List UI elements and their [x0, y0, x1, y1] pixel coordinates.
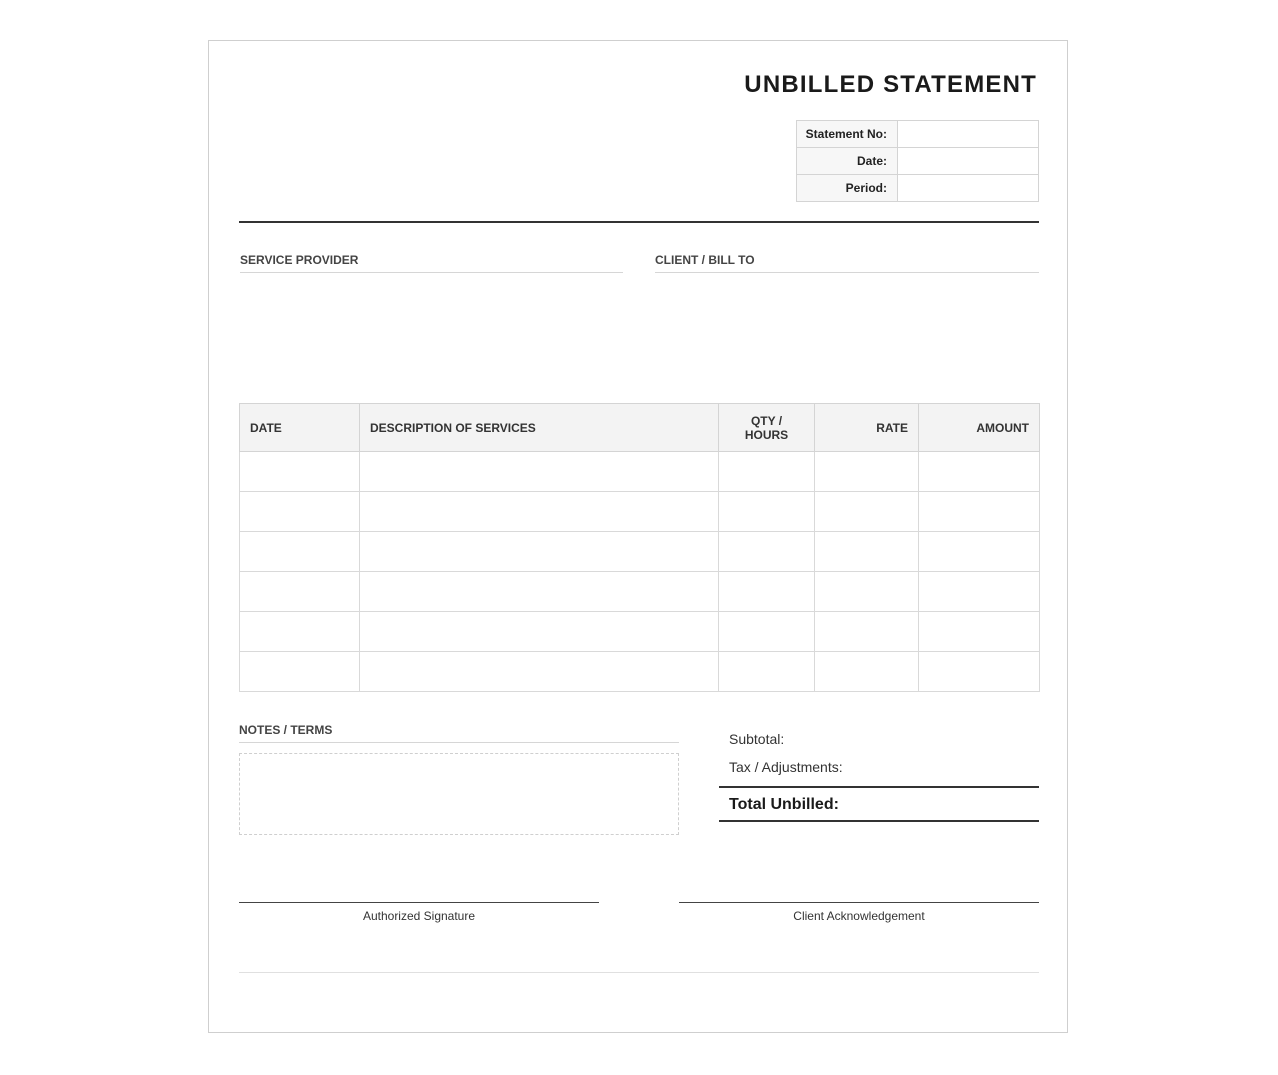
amount-cell[interactable] — [919, 492, 1040, 532]
statement-meta-table — [796, 120, 1039, 202]
qty-cell[interactable] — [719, 652, 815, 692]
table-row — [240, 572, 1040, 612]
statement-no-field[interactable] — [898, 121, 1039, 148]
description-cell[interactable] — [360, 452, 719, 492]
column-header-description: DESCRIPTION OF SERVICES — [360, 404, 719, 452]
column-header-rate: RATE — [815, 404, 919, 452]
column-header-amount: AMOUNT — [919, 404, 1040, 452]
rate-cell[interactable] — [815, 452, 919, 492]
document-title: UNBILLED STATEMENT — [744, 71, 1037, 98]
client-acknowledgement-line: Client Acknowledgement — [679, 902, 1039, 923]
rate-cell[interactable] — [815, 652, 919, 692]
period-field[interactable] — [898, 175, 1039, 202]
description-cell[interactable] — [360, 492, 719, 532]
table-row — [240, 492, 1040, 532]
totals-block — [719, 721, 1039, 822]
date-cell[interactable] — [240, 452, 360, 492]
column-header-date: DATE — [240, 404, 360, 452]
line-items-table — [239, 403, 1040, 692]
amount-cell[interactable] — [919, 572, 1040, 612]
date-cell[interactable] — [240, 492, 360, 532]
meta-row-date — [797, 148, 1039, 175]
qty-header-line2: HOURS — [744, 427, 789, 442]
statement-no-label: Statement No: — [797, 121, 898, 148]
period-label: Period: — [797, 175, 898, 202]
meta-row-statement-no — [797, 121, 1039, 148]
date-cell[interactable] — [240, 572, 360, 612]
qty-cell[interactable] — [719, 612, 815, 652]
date-cell[interactable] — [240, 612, 360, 652]
date-cell[interactable] — [240, 532, 360, 572]
notes-textarea[interactable] — [239, 753, 679, 835]
client-heading: CLIENT / BILL TO — [655, 253, 1039, 273]
date-label: Date: — [797, 148, 898, 175]
rate-cell[interactable] — [815, 572, 919, 612]
qty-cell[interactable] — [719, 532, 815, 572]
meta-row-period — [797, 175, 1039, 202]
date-cell[interactable] — [240, 652, 360, 692]
notes-heading: NOTES / TERMS — [239, 723, 679, 743]
amount-cell[interactable] — [919, 652, 1040, 692]
tax-label: Tax / Adjustments: — [729, 759, 843, 775]
amount-cell[interactable] — [919, 452, 1040, 492]
table-row — [240, 612, 1040, 652]
description-cell[interactable] — [360, 572, 719, 612]
total-unbilled-label: Total Unbilled: — [719, 786, 1039, 822]
table-row — [240, 452, 1040, 492]
rate-cell[interactable] — [815, 612, 919, 652]
rate-cell[interactable] — [815, 492, 919, 532]
date-field[interactable] — [898, 148, 1039, 175]
amount-cell[interactable] — [919, 532, 1040, 572]
footer-divider — [239, 972, 1039, 973]
table-row — [240, 652, 1040, 692]
qty-header-line1: QTY / — [750, 413, 783, 428]
description-cell[interactable] — [360, 612, 719, 652]
qty-cell[interactable] — [719, 572, 815, 612]
header-divider — [239, 221, 1039, 223]
column-header-qty — [719, 404, 815, 452]
table-row — [240, 532, 1040, 572]
qty-cell[interactable] — [719, 492, 815, 532]
table-header-row — [240, 404, 1040, 452]
statement-page — [208, 40, 1068, 1033]
authorized-signature-line: Authorized Signature — [239, 902, 599, 923]
amount-cell[interactable] — [919, 612, 1040, 652]
description-cell[interactable] — [360, 532, 719, 572]
description-cell[interactable] — [360, 652, 719, 692]
subtotal-label: Subtotal: — [729, 731, 785, 747]
rate-cell[interactable] — [815, 532, 919, 572]
service-provider-heading: SERVICE PROVIDER — [240, 253, 623, 273]
qty-cell[interactable] — [719, 452, 815, 492]
